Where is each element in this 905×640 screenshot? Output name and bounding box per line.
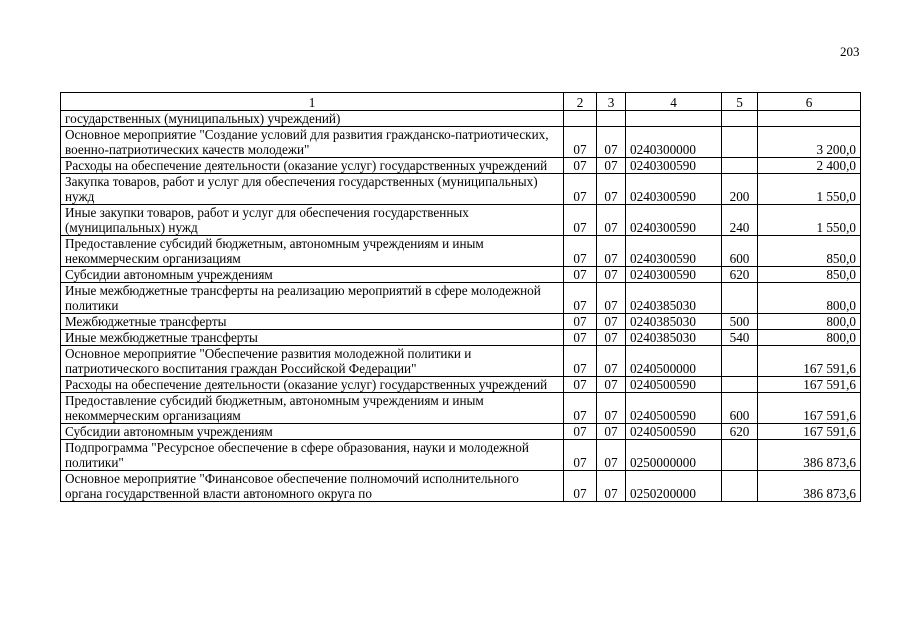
expense-type-cell bbox=[722, 127, 758, 158]
amount-cell: 800,0 bbox=[758, 330, 861, 346]
amount-cell: 850,0 bbox=[758, 236, 861, 267]
table-row bbox=[61, 330, 861, 346]
subsection-cell: 07 bbox=[597, 283, 626, 314]
amount-cell: 386 873,6 bbox=[758, 471, 861, 502]
amount-cell: 1 550,0 bbox=[758, 205, 861, 236]
table-row bbox=[61, 346, 861, 377]
subsection-cell: 07 bbox=[597, 471, 626, 502]
section-cell bbox=[564, 111, 597, 127]
expense-type-cell: 500 bbox=[722, 314, 758, 330]
amount-cell: 800,0 bbox=[758, 314, 861, 330]
expense-type-cell: 200 bbox=[722, 174, 758, 205]
column-header: 1 bbox=[61, 93, 564, 111]
section-cell: 07 bbox=[564, 205, 597, 236]
table-row bbox=[61, 236, 861, 267]
row-name-cell: государственных (муниципальных) учреждений) bbox=[61, 111, 564, 127]
subsection-cell: 07 bbox=[597, 127, 626, 158]
target-code-cell: 0250000000 bbox=[626, 440, 722, 471]
section-cell: 07 bbox=[564, 330, 597, 346]
subsection-cell: 07 bbox=[597, 393, 626, 424]
target-code-cell: 0240385030 bbox=[626, 330, 722, 346]
table-row bbox=[61, 314, 861, 330]
column-header: 4 bbox=[626, 93, 722, 111]
row-name-cell: Расходы на обеспечение деятельности (оказание услуг) государственных учреждений bbox=[61, 377, 564, 393]
subsection-cell: 07 bbox=[597, 158, 626, 174]
expense-type-cell: 540 bbox=[722, 330, 758, 346]
target-code-cell: 0240500590 bbox=[626, 393, 722, 424]
column-header: 2 bbox=[564, 93, 597, 111]
subsection-cell: 07 bbox=[597, 440, 626, 471]
expense-type-cell bbox=[722, 158, 758, 174]
subsection-cell: 07 bbox=[597, 330, 626, 346]
target-code-cell: 0240300590 bbox=[626, 205, 722, 236]
target-code-cell: 0240300590 bbox=[626, 174, 722, 205]
expense-type-cell bbox=[722, 283, 758, 314]
target-code-cell: 0240385030 bbox=[626, 283, 722, 314]
amount-cell: 800,0 bbox=[758, 283, 861, 314]
amount-cell: 167 591,6 bbox=[758, 393, 861, 424]
section-cell: 07 bbox=[564, 267, 597, 283]
subsection-cell: 07 bbox=[597, 346, 626, 377]
amount-cell: 850,0 bbox=[758, 267, 861, 283]
table-row bbox=[61, 393, 861, 424]
table-row bbox=[61, 158, 861, 174]
target-code-cell: 0240385030 bbox=[626, 314, 722, 330]
page-number: 203 bbox=[840, 44, 860, 59]
table-row bbox=[61, 267, 861, 283]
subsection-cell: 07 bbox=[597, 377, 626, 393]
subsection-cell: 07 bbox=[597, 205, 626, 236]
section-cell: 07 bbox=[564, 283, 597, 314]
section-cell: 07 bbox=[564, 424, 597, 440]
row-name-cell: Иные межбюджетные трансферты bbox=[61, 330, 564, 346]
table-row bbox=[61, 471, 861, 502]
table-row bbox=[61, 377, 861, 393]
expense-type-cell bbox=[722, 111, 758, 127]
column-header: 6 bbox=[758, 93, 861, 111]
target-code-cell: 0240500590 bbox=[626, 424, 722, 440]
row-name-cell: Закупка товаров, работ и услуг для обеспечения государственных (муниципальных) нужд bbox=[61, 174, 564, 205]
expense-type-cell: 620 bbox=[722, 267, 758, 283]
amount-cell: 167 591,6 bbox=[758, 377, 861, 393]
subsection-cell bbox=[597, 111, 626, 127]
table-row bbox=[61, 283, 861, 314]
column-header-row bbox=[61, 93, 861, 111]
table-row bbox=[61, 174, 861, 205]
row-name-cell: Субсидии автономным учреждениям bbox=[61, 424, 564, 440]
budget-table bbox=[60, 92, 861, 502]
row-name-cell: Предоставление субсидий бюджетным, автономным учреждениям и иным некоммерческим организациям bbox=[61, 393, 564, 424]
row-name-cell: Расходы на обеспечение деятельности (оказание услуг) государственных учреждений bbox=[61, 158, 564, 174]
row-name-cell: Иные межбюджетные трансферты на реализацию мероприятий в сфере молодежной политики bbox=[61, 283, 564, 314]
section-cell: 07 bbox=[564, 440, 597, 471]
target-code-cell bbox=[626, 111, 722, 127]
target-code-cell: 0240300590 bbox=[626, 267, 722, 283]
target-code-cell: 0240500590 bbox=[626, 377, 722, 393]
section-cell: 07 bbox=[564, 174, 597, 205]
section-cell: 07 bbox=[564, 393, 597, 424]
target-code-cell: 0240300590 bbox=[626, 158, 722, 174]
amount-cell: 1 550,0 bbox=[758, 174, 861, 205]
expense-type-cell: 600 bbox=[722, 236, 758, 267]
table-row bbox=[61, 127, 861, 158]
table-row bbox=[61, 205, 861, 236]
expense-type-cell bbox=[722, 440, 758, 471]
target-code-cell: 0240500000 bbox=[626, 346, 722, 377]
amount-cell: 2 400,0 bbox=[758, 158, 861, 174]
amount-cell: 167 591,6 bbox=[758, 346, 861, 377]
table-row bbox=[61, 111, 861, 127]
table-row bbox=[61, 424, 861, 440]
row-name-cell: Основное мероприятие "Финансовое обеспечение полномочий исполнительного органа государственной власти автономного округа по bbox=[61, 471, 564, 502]
row-name-cell: Основное мероприятие "Обеспечение развития молодежной политики и патриотического воспитания граждан Российской Федерации" bbox=[61, 346, 564, 377]
section-cell: 07 bbox=[564, 158, 597, 174]
subsection-cell: 07 bbox=[597, 424, 626, 440]
section-cell: 07 bbox=[564, 127, 597, 158]
row-name-cell: Межбюджетные трансферты bbox=[61, 314, 564, 330]
subsection-cell: 07 bbox=[597, 267, 626, 283]
subsection-cell: 07 bbox=[597, 236, 626, 267]
section-cell: 07 bbox=[564, 377, 597, 393]
row-name-cell: Предоставление субсидий бюджетным, автономным учреждениям и иным некоммерческим организациям bbox=[61, 236, 564, 267]
subsection-cell: 07 bbox=[597, 314, 626, 330]
section-cell: 07 bbox=[564, 471, 597, 502]
subsection-cell: 07 bbox=[597, 174, 626, 205]
table-row bbox=[61, 440, 861, 471]
column-header: 3 bbox=[597, 93, 626, 111]
section-cell: 07 bbox=[564, 236, 597, 267]
expense-type-cell bbox=[722, 471, 758, 502]
row-name-cell: Субсидии автономным учреждениям bbox=[61, 267, 564, 283]
amount-cell: 3 200,0 bbox=[758, 127, 861, 158]
row-name-cell: Основное мероприятие "Создание условий для развития гражданско-патриотических, военно-патриотических качеств молодежи" bbox=[61, 127, 564, 158]
row-name-cell: Подпрограмма "Ресурсное обеспечение в сфере образования, науки и молодежной политики" bbox=[61, 440, 564, 471]
amount-cell: 167 591,6 bbox=[758, 424, 861, 440]
row-name-cell: Иные закупки товаров, работ и услуг для обеспечения государственных (муниципальных) нужд bbox=[61, 205, 564, 236]
section-cell: 07 bbox=[564, 314, 597, 330]
target-code-cell: 0240300590 bbox=[626, 236, 722, 267]
expense-type-cell: 600 bbox=[722, 393, 758, 424]
expense-type-cell: 620 bbox=[722, 424, 758, 440]
expense-type-cell bbox=[722, 346, 758, 377]
column-header: 5 bbox=[722, 93, 758, 111]
target-code-cell: 0250200000 bbox=[626, 471, 722, 502]
amount-cell bbox=[758, 111, 861, 127]
expense-type-cell bbox=[722, 377, 758, 393]
expense-type-cell: 240 bbox=[722, 205, 758, 236]
target-code-cell: 0240300000 bbox=[626, 127, 722, 158]
section-cell: 07 bbox=[564, 346, 597, 377]
amount-cell: 386 873,6 bbox=[758, 440, 861, 471]
